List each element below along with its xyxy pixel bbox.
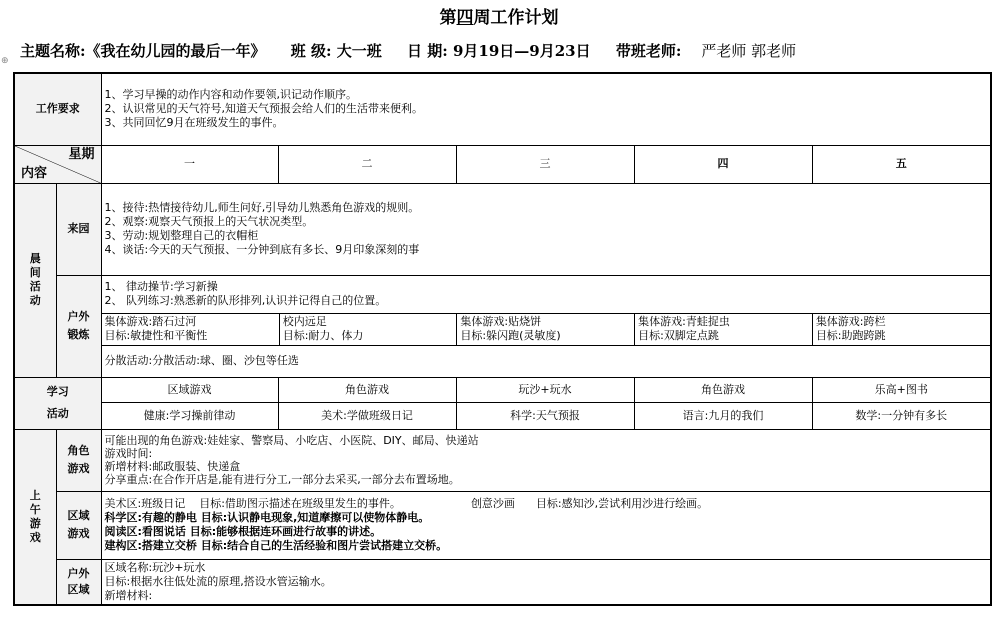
study-fri-2: 数学:一分钟有多长: [812, 402, 991, 429]
outdoor-exercise-content: 1、 律动操节:学习新操 2、 队列练习:熟悉新的队形排列,认识并记得自己的位置。: [101, 275, 991, 313]
weekly-plan-table: [13, 72, 992, 606]
area-games-label: 区域游戏: [56, 491, 101, 559]
header-info: [20, 40, 816, 61]
day-tuesday: 二: [278, 145, 456, 183]
study-thu-1: 角色游戏: [634, 377, 812, 402]
scattered-activity: 分散活动:分散活动:球、圈、沙包等任选: [104, 353, 299, 367]
table-move-handle-icon[interactable]: ⊕: [1, 56, 9, 66]
study-wed-1: 玩沙+玩水: [456, 377, 634, 402]
work-requirements-label: 工作要求: [14, 73, 101, 145]
day-monday: 一: [101, 145, 278, 183]
day-friday: 五: [812, 145, 991, 183]
study-fri-1: 乐高+图书: [812, 377, 991, 402]
diagonal-header: 星期 内容: [14, 145, 101, 183]
teacher-label: 带班老师:: [615, 42, 682, 60]
study-mon-2: 健康:学习操前律动: [101, 402, 278, 429]
outdoor-exercise-label: 户外锻炼: [56, 275, 101, 377]
study-wed-2: 科学:天气预报: [456, 402, 634, 429]
game-wed: 集体游戏:贴烧饼 目标:躲闪跑(灵敏度): [457, 314, 635, 346]
day-wednesday: 三: [456, 145, 634, 183]
day-thursday: 四: [634, 145, 812, 183]
study-thu-2: 语言:九月的我们: [634, 402, 812, 429]
theme-name: 主题名称:《我在幼儿园的最后一年》: [20, 42, 266, 60]
role-play-content: 可能出现的角色游戏:娃娃家、警察局、小吃店、小医院、DIY、邮局、快递站 游戏时间: 新增材料:邮政服装、快递盒 分享重点:在合作开店是,能有进行分工,一部分去采买,一部分去布置场地。: [101, 429, 991, 491]
game-mon: 集体游戏:踏石过河 目标:敏捷性和平衡性: [102, 314, 280, 346]
week-number: 四: [456, 8, 474, 28]
date-range: 日 期: 9月19日—9月23日: [407, 42, 591, 60]
game-fri: 集体游戏:跨栏 目标:助跑跨跳: [812, 314, 990, 346]
game-tue: 校内远足 目标:耐力、体力: [279, 314, 457, 346]
morning-activity-label: 晨间活动: [14, 183, 56, 377]
outdoor-area-content: 区域名称:玩沙+玩水 目标:根据水往低处流的原理,搭设水管运输水。 新增材料:: [101, 559, 991, 605]
outdoor-area-label: 户外区域: [56, 559, 101, 605]
class-name: 班 级: 大一班: [290, 42, 382, 60]
teacher-names: 严老师 郭老师: [701, 42, 797, 60]
study-tue-2: 美术:学做班级日记: [278, 402, 456, 429]
game-thu: 集体游戏:青蛙捉虫 目标:双脚定点跳: [635, 314, 813, 346]
study-mon-1: 区域游戏: [101, 377, 278, 402]
role-play-label: 角色游戏: [56, 429, 101, 491]
work-requirements: 1、学习早操的动作内容和动作要领,识记动作顺序。 2、认识常见的天气符号,知道天气预报会给人们的生活带来便利。 3、共同回忆9月在班级发生的事件。: [101, 73, 991, 145]
arrival-content: 1、接待:热情接待幼儿,师生问好,引导幼儿熟悉角色游戏的规则。 2、观察:观察天气预报上的天气状况类型。 3、劳动:规划整理自己的衣帽柜 4、谈话:今天的天气预报、一分钟到底有多长、9月印象深刻的事: [101, 183, 991, 275]
study-activity-label: 学习活动: [14, 377, 101, 429]
outdoor-games: [101, 313, 991, 377]
study-tue-1: 角色游戏: [278, 377, 456, 402]
area-games-content: 美术区:班级日记 目标:借助图示描述在班级里发生的事件。 创意沙画 目标:感知沙,尝试利用沙进行绘画。 科学区:有趣的静电 目标:认识静电现象,知道摩擦可以使物体静电。 阅读区:看图说话 目标:能够根据连环画进行故事的讲述。 建构区:搭建立交桥 目标:结合自己的生活经验和图片尝试搭建立交桥。: [101, 491, 991, 559]
page-title: 第四周工作计划: [439, 8, 559, 28]
arrival-label: 来园: [56, 183, 101, 275]
morning-games-label: 上午游戏: [14, 429, 56, 605]
